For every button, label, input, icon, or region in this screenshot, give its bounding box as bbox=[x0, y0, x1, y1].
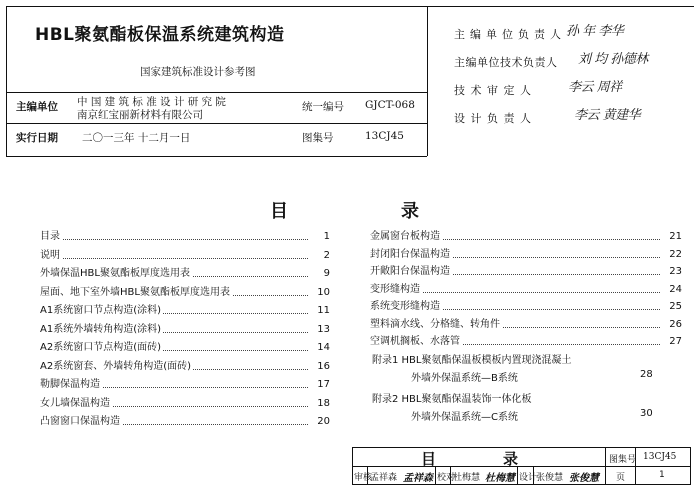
unified-no-label: 统一编号 bbox=[302, 101, 344, 113]
signature-tech-head: 刘 均 孙德林 bbox=[578, 52, 648, 67]
toc-entry-page: 13 bbox=[308, 323, 330, 337]
atlas-no-value: 13CJ45 bbox=[365, 130, 404, 142]
appendix-2-page: 30 bbox=[640, 408, 653, 419]
toc-entry-title: 外墙保温HBL聚氨酯板厚度选用表 bbox=[40, 268, 190, 279]
toc-heading-left: 目 bbox=[270, 201, 288, 222]
footer-page-value: 1 bbox=[659, 470, 665, 480]
toc-entry-title: A2系统窗套、外墙转角构造(面砖) bbox=[40, 360, 192, 372]
signature-chief-unit-head: 孙 年 李华 bbox=[566, 24, 624, 39]
toc-entry-page: 21 bbox=[660, 230, 682, 244]
toc-entry-page: 25 bbox=[660, 300, 682, 314]
toc-entry-title: 变形缝构造 bbox=[370, 283, 420, 295]
footer-review-signature: 孟祥森 bbox=[403, 473, 433, 484]
toc-entry-title: 凸窗窗口保温构造 bbox=[40, 416, 120, 427]
toc-entry-title: 系统变形缝构造 bbox=[370, 301, 440, 312]
appendix-2-line-1: 附录2 HBL聚氨酯保温装饰一体化板 bbox=[372, 394, 532, 405]
toc-entry bbox=[40, 341, 330, 355]
footer-design-signature: 张俊慧 bbox=[569, 473, 599, 484]
footer-check-signature: 杜梅慧 bbox=[485, 473, 515, 484]
appendix-1-line-1: 附录1 HBL聚氨酯保温板模板内置现浇混凝土 bbox=[372, 355, 572, 366]
impl-date-label: 实行日期 bbox=[16, 132, 58, 144]
doc-title: HBL聚氨酯板保温系统建筑构造 bbox=[35, 25, 285, 45]
footer-design-label: 设计 bbox=[519, 473, 538, 483]
toc-entry bbox=[370, 335, 682, 349]
footer-page-label: 页 bbox=[616, 473, 626, 483]
toc-entry-page: 20 bbox=[308, 415, 330, 429]
frame-left-border bbox=[6, 6, 7, 156]
toc-entry-page: 16 bbox=[308, 360, 330, 374]
role-tech-head: 主编单位技术负责人 bbox=[454, 56, 558, 69]
responsibility-block bbox=[454, 0, 690, 150]
atlas-no-label: 图集号 bbox=[302, 132, 334, 144]
footer-mid-rule bbox=[353, 466, 690, 467]
toc-entry-page: 17 bbox=[308, 378, 330, 392]
toc-entry bbox=[40, 304, 330, 318]
toc-entry-page: 11 bbox=[308, 304, 330, 318]
toc-leader-dots bbox=[40, 239, 308, 240]
toc-entry-title: 勒脚保温构造 bbox=[40, 379, 100, 390]
toc-entry bbox=[370, 318, 682, 332]
toc-entry-title: 塑料滴水线、分格缝、转角件 bbox=[370, 318, 500, 330]
toc-entry bbox=[40, 230, 330, 244]
toc-entry bbox=[40, 249, 330, 263]
editor-label: 主编单位 bbox=[16, 101, 58, 113]
toc-entry-page: 9 bbox=[308, 267, 330, 281]
unified-no-value: GJCT-068 bbox=[365, 99, 415, 111]
toc-entry bbox=[40, 286, 330, 300]
toc-entry-title: A1系统外墙转角构造(涂料) bbox=[40, 323, 162, 335]
role-technical-approver: 技 术 审 定 人 bbox=[454, 84, 532, 97]
footer-divider-atlas bbox=[605, 448, 606, 484]
toc-entry bbox=[370, 265, 682, 279]
header-divider bbox=[427, 6, 428, 156]
toc-entry-title: 女儿墙保温构造 bbox=[40, 397, 110, 409]
toc-entry bbox=[370, 300, 682, 314]
footer-atlas-label: 图集号 bbox=[609, 455, 637, 465]
toc-entry-page: 2 bbox=[308, 249, 330, 263]
toc-entry-page: 18 bbox=[308, 397, 330, 411]
toc-entry-page: 10 bbox=[308, 286, 330, 300]
toc-entry bbox=[40, 397, 330, 411]
toc-entry-title: 屋面、地下室外墙HBL聚氨酯板厚度选用表 bbox=[40, 286, 230, 298]
editor-line-1: 中 国 建 筑 标 准 设 计 研 究 院 bbox=[77, 96, 226, 108]
appendix-1-line-2: 外墙外保温系统—B系统 bbox=[411, 373, 518, 384]
footer-review-label: 审核 bbox=[354, 473, 373, 483]
toc-entry-page: 1 bbox=[308, 230, 330, 244]
footer-review-name: 孟祥森 bbox=[370, 473, 398, 483]
footer-title-left: 目 bbox=[421, 450, 437, 468]
toc-entry bbox=[370, 248, 682, 262]
footer-check-name: 杜梅慧 bbox=[453, 473, 481, 483]
toc-entry bbox=[370, 230, 682, 244]
toc-entry-page: 23 bbox=[660, 265, 682, 279]
doc-subtitle: 国家建筑标准设计参考图 bbox=[140, 66, 256, 78]
toc-entry bbox=[40, 378, 330, 392]
footer-atlas-value: 13CJ45 bbox=[643, 452, 677, 462]
toc-heading-right: 录 bbox=[401, 201, 419, 222]
toc-entry-page: 24 bbox=[660, 283, 682, 297]
toc-entry-title: 空调机搁板、水落管 bbox=[370, 336, 460, 347]
footer-title-right: 录 bbox=[503, 450, 519, 468]
header-bottom-border bbox=[6, 156, 427, 157]
toc-entry bbox=[370, 283, 682, 297]
editor-line-2: 南京红宝丽新材料有限公司 bbox=[77, 109, 203, 121]
toc-entry-title: A2系统窗口节点构造(面砖) bbox=[40, 342, 162, 353]
toc-entry bbox=[40, 360, 330, 374]
toc-leader-dots bbox=[40, 258, 308, 259]
toc-entry-title: 目录 bbox=[40, 231, 60, 242]
role-chief-unit-head: 主编单位负责人 bbox=[454, 28, 566, 41]
toc-entry bbox=[40, 267, 330, 281]
appendix-2-line-2: 外墙外保温系统—C系统 bbox=[411, 412, 518, 423]
toc-entry-title: 开敞阳台保温构造 bbox=[370, 266, 450, 277]
toc-entry bbox=[40, 415, 330, 429]
toc-entry-title: 金属窗台板构造 bbox=[370, 231, 440, 242]
toc-entry bbox=[40, 323, 330, 337]
toc-entry-page: 27 bbox=[660, 335, 682, 349]
toc-entry-page: 26 bbox=[660, 318, 682, 332]
signature-design-head: 李云 黄建华 bbox=[574, 108, 641, 123]
footer-title-block bbox=[352, 447, 691, 485]
appendix-1-page: 28 bbox=[640, 369, 653, 380]
toc-entry-title: 说明 bbox=[40, 249, 60, 261]
signature-technical-approver: 李云 周祥 bbox=[568, 80, 622, 95]
impl-date-value: 二〇一三年 十二月一日 bbox=[82, 132, 191, 144]
toc-entry-page: 22 bbox=[660, 248, 682, 262]
header-rule-1 bbox=[6, 92, 427, 93]
toc-entry-title: A1系统窗口节点构造(涂料) bbox=[40, 305, 162, 316]
footer-design-name: 张俊慧 bbox=[536, 473, 564, 483]
toc-entry-title: 封闭阳台保温构造 bbox=[370, 248, 450, 260]
role-design-head: 设 计 负 责 人 bbox=[454, 112, 532, 125]
toc-entry-page: 14 bbox=[308, 341, 330, 355]
footer-check-label: 校对 bbox=[437, 473, 456, 483]
header-rule-2 bbox=[6, 123, 427, 124]
